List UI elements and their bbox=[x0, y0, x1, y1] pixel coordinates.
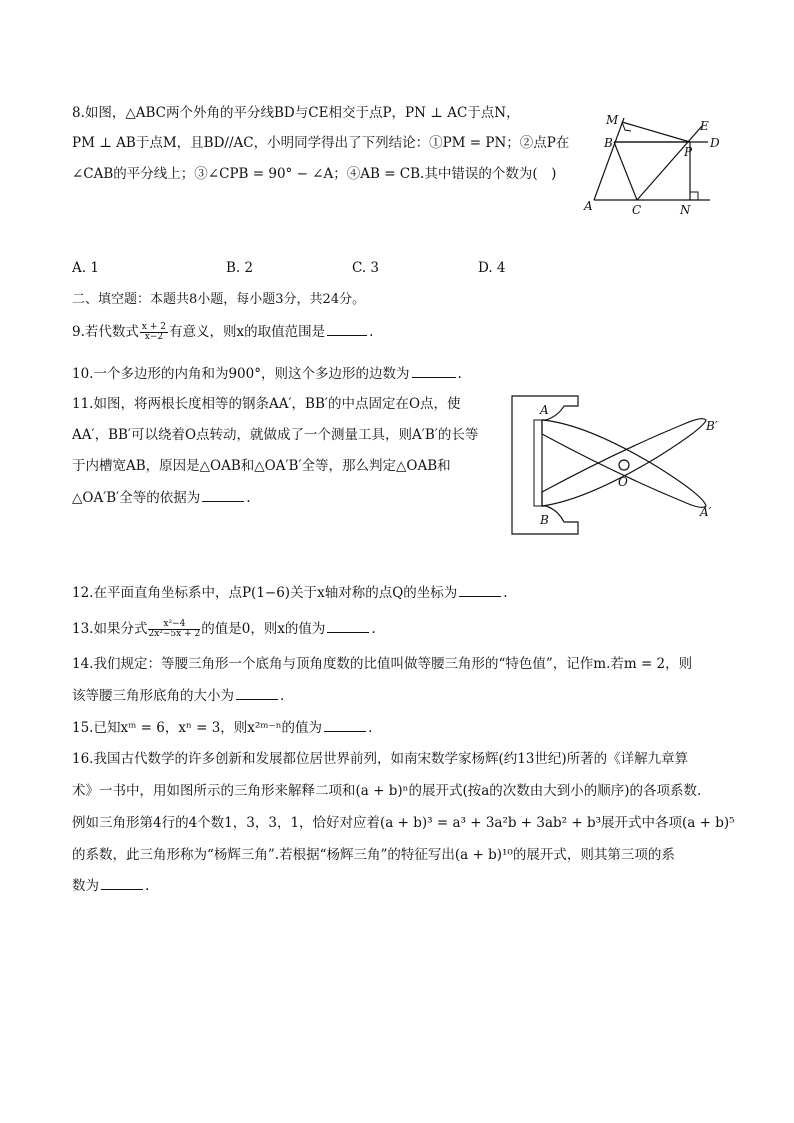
q10-text: 10.一个多边形的内角和为900°，则这个多边形的边数为 bbox=[72, 366, 410, 382]
q16-line1: 16.我国古代数学的许多创新和发展都位居世界前列，如南宋数学家杨辉(约13世纪)所著的《详解九章算 bbox=[72, 751, 689, 767]
q13-denominator: 2x²−5x + 2 bbox=[148, 629, 201, 639]
q8-label-c: C bbox=[632, 203, 642, 217]
q16-answer-blank[interactable] bbox=[101, 876, 143, 890]
q14-end: . bbox=[280, 688, 285, 704]
q11-line2: AA′，BB′可以绕着O点转动，就做成了一个测量工具，则A′B′的长等 bbox=[72, 427, 479, 443]
q11-label-a: A bbox=[540, 403, 549, 417]
q14-line1: 14.我们规定：等腰三角形一个底角与顶角度数的比值叫做等腰三角形的“特色值”，记作m.若m = 2，则 bbox=[72, 656, 693, 672]
q13 bbox=[72, 619, 376, 639]
section-heading: 二、填空题：本题共8小题，每小题3分，共24分。 bbox=[72, 292, 366, 307]
q10-end: . bbox=[457, 366, 462, 382]
q8-option-d: D. 4 bbox=[478, 260, 506, 276]
q11-figure bbox=[506, 394, 730, 536]
q8-label-e: E bbox=[700, 119, 709, 133]
q11-line4-wrap bbox=[72, 488, 251, 507]
q14-answer-blank[interactable] bbox=[236, 686, 278, 700]
q8-label-m: M bbox=[606, 113, 619, 127]
q14-line2: 该等腰三角形底角的大小为 bbox=[72, 688, 234, 704]
q8-line3: ∠CAB的平分线上；③∠CPB = 90° − ∠A；④AB = CB.其中错误的个数为( ) bbox=[72, 166, 557, 182]
q16-end: . bbox=[145, 878, 150, 894]
q12 bbox=[72, 583, 508, 602]
q12-answer-blank[interactable] bbox=[459, 583, 501, 597]
q8-option-a: A. 1 bbox=[72, 260, 99, 276]
q15-answer-blank[interactable] bbox=[324, 718, 366, 732]
q9 bbox=[72, 322, 373, 342]
q15 bbox=[72, 718, 372, 737]
q9-fraction bbox=[140, 323, 168, 342]
q11-line1: 11.如图，将两根长度相等的钢条AA′，BB′的中点固定在O点，使 bbox=[72, 396, 461, 412]
q8-figure bbox=[576, 108, 726, 218]
q11-answer-blank[interactable] bbox=[202, 488, 244, 502]
q16-line4: 的系数，此三角形称为“杨辉三角”.若根据“杨辉三角”的特征写出(a + b)¹⁰的展开式，则其第三项的系 bbox=[72, 847, 675, 863]
q14-line2-wrap bbox=[72, 686, 284, 705]
q8-option-c: C. 3 bbox=[352, 260, 380, 276]
q8-line1: 8.如图，△ABC两个外角的平分线BD与CE相交于点P，PN ⊥ AC于点N， bbox=[72, 105, 520, 121]
q11-label-o: O bbox=[618, 475, 628, 489]
q13-fraction bbox=[148, 620, 200, 639]
q10-answer-blank[interactable] bbox=[412, 364, 456, 378]
q16-line5-wrap bbox=[72, 876, 149, 895]
q15-text: 15.已知xᵐ = 6，xⁿ = 3，则x²ᵐ⁻ⁿ的值为 bbox=[72, 720, 323, 736]
q15-end: . bbox=[368, 720, 373, 736]
q8-label-d: D bbox=[710, 136, 720, 150]
q10 bbox=[72, 364, 462, 383]
q9-answer-blank[interactable] bbox=[327, 322, 367, 336]
q8-label-a: A bbox=[584, 199, 593, 213]
q13-numerator: x²−4 bbox=[148, 620, 200, 630]
q13-end: . bbox=[371, 621, 376, 637]
q11-line3: 于内槽宽AB，原因是△OAB和△OA′B′全等，那么判定△OAB和 bbox=[72, 458, 451, 474]
q8-line2: PM ⊥ AB于点M，且BD//AC，小明同学得出了下列结论：①PM = PN；②点P在 bbox=[72, 135, 570, 151]
q11-label-b: B bbox=[540, 513, 549, 527]
q8-label-n: N bbox=[680, 203, 691, 217]
q8-label-p: P bbox=[684, 145, 693, 159]
q9-end: . bbox=[369, 324, 374, 340]
q12-end: . bbox=[503, 585, 508, 601]
q13-answer-blank[interactable] bbox=[327, 619, 369, 633]
q16-line5: 数为 bbox=[72, 878, 99, 894]
q12-text: 12.在平面直角坐标系中，点P(1−6)关于x轴对称的点Q的坐标为 bbox=[72, 585, 458, 601]
q9-denominator: x−2 bbox=[144, 332, 164, 342]
q8-option-b: B. 2 bbox=[226, 260, 254, 276]
q11-label-a-prime: A′ bbox=[700, 505, 712, 519]
q13-prefix: 13.如果分式 bbox=[72, 621, 148, 637]
q11-end: . bbox=[246, 490, 251, 506]
q13-suffix: 的值是0，则x的值为 bbox=[201, 621, 326, 637]
q9-numerator: x + 2 bbox=[141, 322, 166, 332]
q9-prefix: 9.若代数式 bbox=[72, 324, 139, 340]
q8-label-b: B bbox=[604, 136, 613, 150]
q16-line2: 术》一书中，用如图所示的三角形来解释二项和(a + b)ⁿ的展开式(按a的次数由大到小的顺序)的各项系数. bbox=[72, 783, 702, 799]
q16-line3: 例如三角形第4行的4个数1，3，3，1，恰好对应着(a + b)³ = a³ + 3a²b + 3ab² + b³展开式中各项(a + b)⁵ bbox=[72, 815, 735, 831]
q9-suffix: 有意义，则x的取值范围是 bbox=[168, 324, 326, 340]
q11-label-b-prime: B′ bbox=[706, 419, 718, 433]
q11-line4: △OA′B′全等的依据为 bbox=[72, 490, 201, 506]
